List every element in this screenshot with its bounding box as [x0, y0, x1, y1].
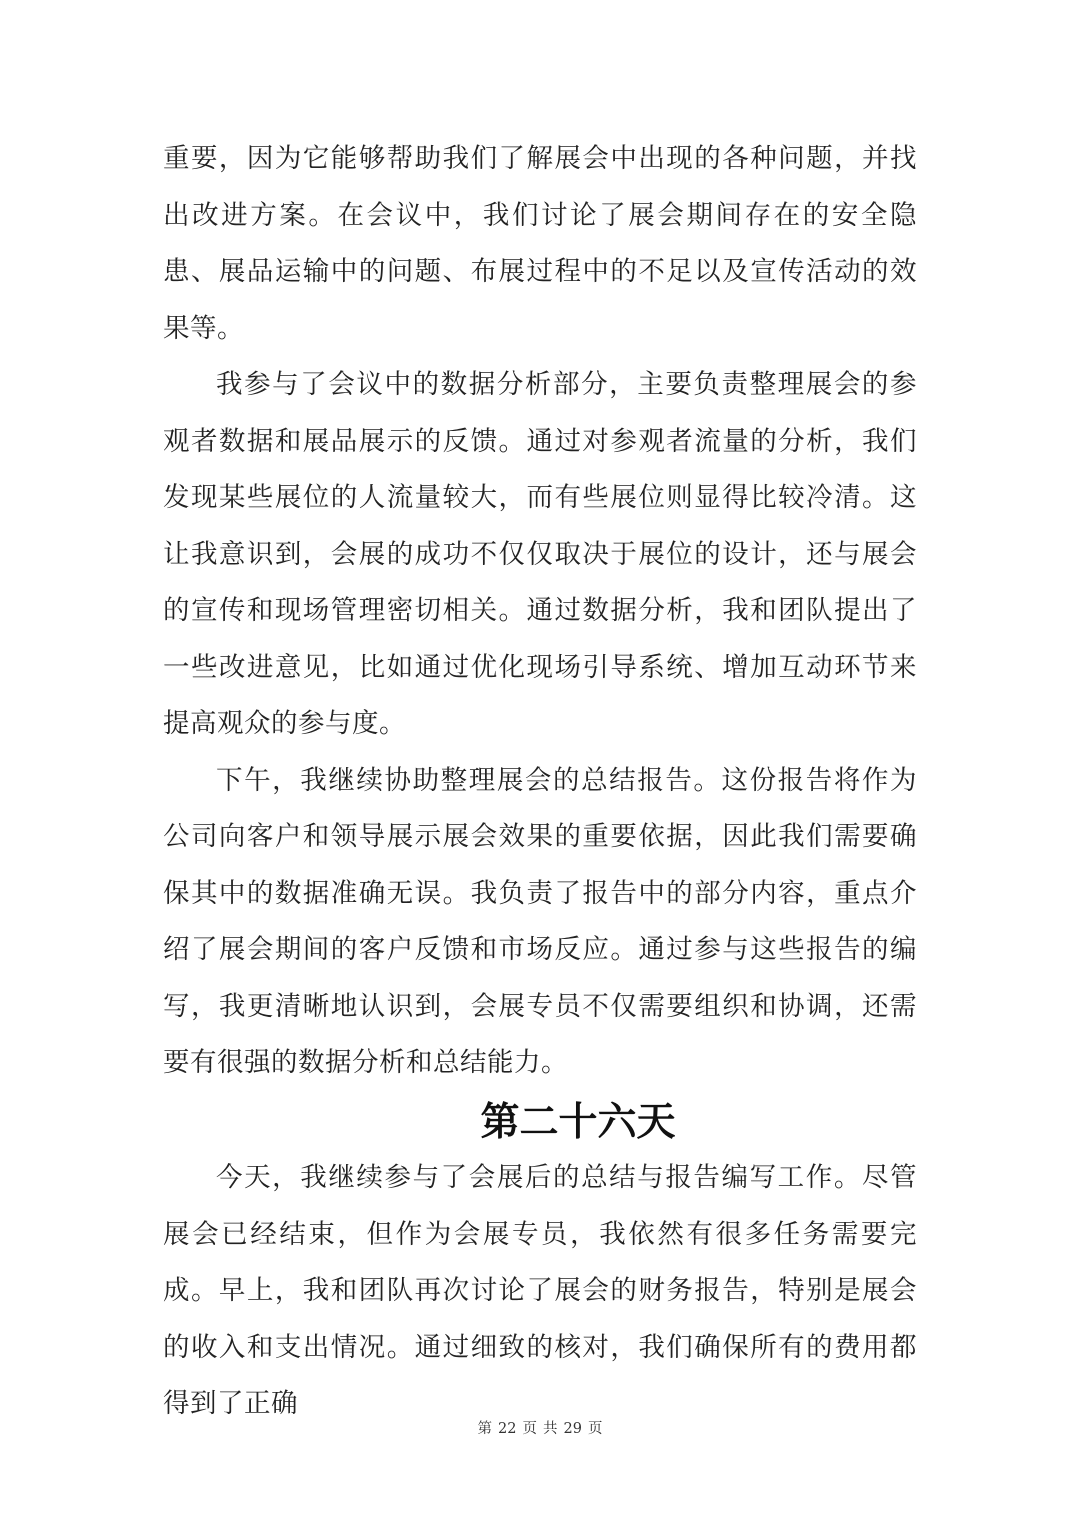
section-heading-day-26: 第二十六天: [480, 1100, 676, 1145]
paragraph-continuation: 重要，因为它能够帮助我们了解展会中出现的各种问题，并找出改进方案。在会议中，我们讨论了展会期间存在的安全隐患、展品运输中的问题、布展过程中的不足以及宣传活动的效果等。: [163, 143, 917, 344]
footer-total-label: 共: [543, 1421, 558, 1437]
footer-prefix: 第: [477, 1421, 493, 1437]
body-text-top: [163, 131, 917, 1092]
footer-page-label: 页: [522, 1421, 537, 1437]
paragraph-data-analysis: 我参与了会议中的数据分析部分，主要负责整理展会的参观者数据和展品展示的反馈。通过对参观者流量的分析，我们发现某些展位的人流量较大，而有些展位则显得比较冷清。这让我意识到，会展的成功不仅仅取决于展位的设计，还与展会的宣传和现场管理密切相关。通过数据分析，我和团队提出了一些改进意见，比如通过优化现场引导系统、增加互动环节来提高观众的参与度。: [163, 369, 917, 739]
page-footer: [0, 1417, 1080, 1441]
footer-suffix: 页: [587, 1421, 603, 1437]
footer-current-page: 22: [498, 1421, 517, 1437]
footer-total-pages: 29: [563, 1421, 582, 1437]
paragraph-summary-report: 下午，我继续协助整理展会的总结报告。这份报告将作为公司向客户和领导展示展会效果的重要依据，因此我们需要确保其中的数据准确无误。我负责了报告中的部分内容，重点介绍了展会期间的客户反馈和市场反应。通过参与这些报告的编写，我更清晰地认识到，会展专员不仅需要组织和协调，还需要有很强的数据分析和总结能力。: [163, 764, 917, 1078]
body-text-bottom: [163, 1150, 917, 1433]
paragraph-day-26-intro: 今天，我继续参与了会展后的总结与报告编写工作。尽管展会已经结束，但作为会展专员，我依然有很多任务需要完成。早上，我和团队再次讨论了展会的财务报告，特别是展会的收入和支出情况。通过细致的核对，我们确保所有的费用都得到了正确: [163, 1162, 917, 1419]
